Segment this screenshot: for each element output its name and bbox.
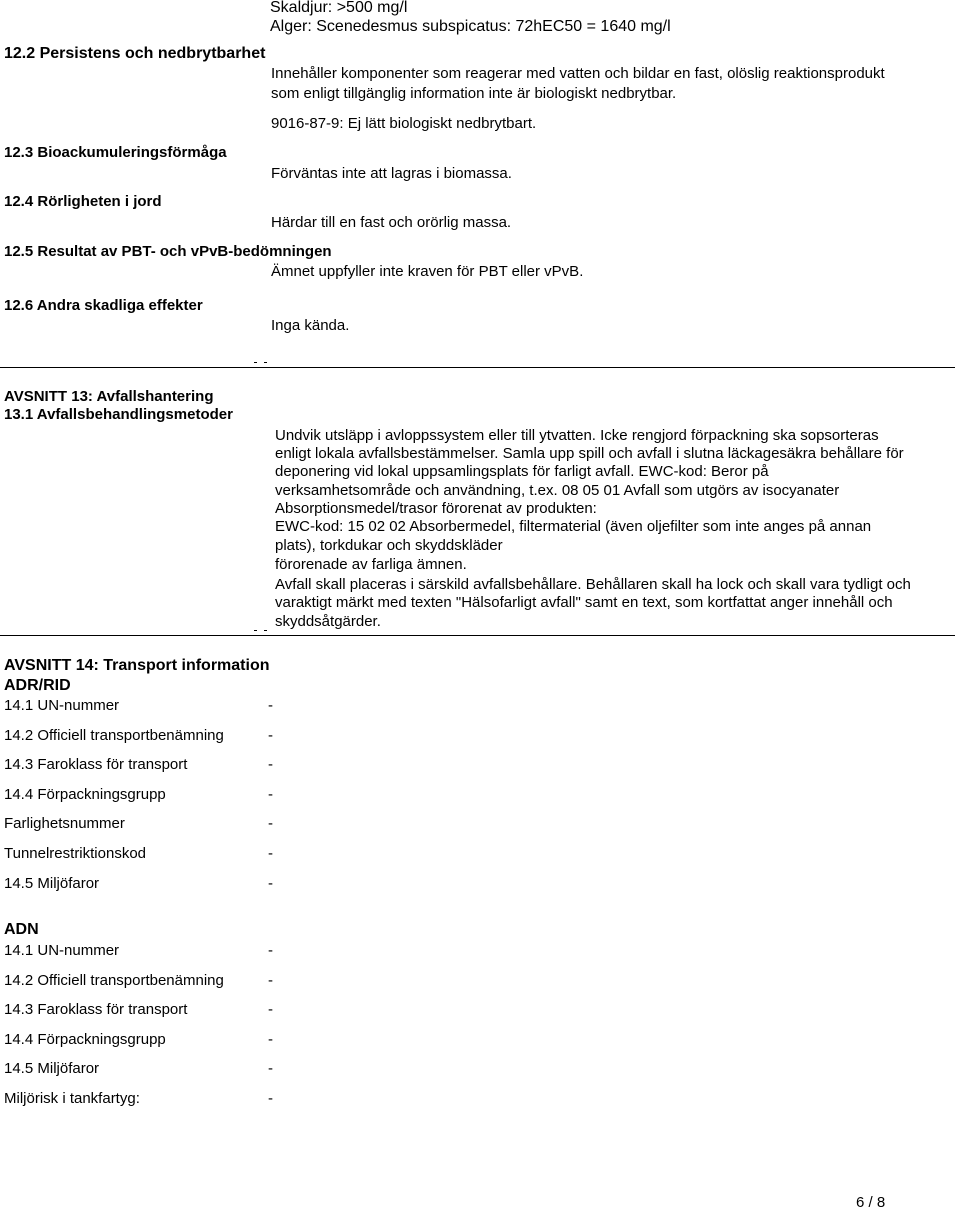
adn-row-value: -: [268, 972, 273, 989]
text-13-line: EWC-kod: 15 02 02 Absorbermedel, filtermaterial (även oljefilter som inte anges på annan: [275, 518, 872, 535]
adr-row-value: -: [268, 786, 273, 803]
adn-row-label: 14.5 Miljöfaror: [4, 1060, 100, 1077]
text-13-line: Undvik utsläpp i avloppssystem eller till ytvatten. Icke rengjord förpackning ska sopsorteras: [275, 427, 879, 444]
text-12-6: Inga kända.: [271, 317, 350, 334]
text-13-line: plats), torkdukar och skyddskläder: [275, 537, 503, 554]
text-13-line: Avfall skall placeras i särskild avfallsbehållare. Behållaren skall ha lock och skall vara tydligt och: [275, 576, 911, 593]
text-12-3: Förväntas inte att lagras i biomassa.: [271, 165, 512, 182]
adr-row-label: 14.3 Faroklass för transport: [4, 756, 188, 773]
adr-rid-heading: ADR/RID: [4, 677, 71, 694]
adn-row-value: -: [268, 1031, 273, 1048]
section-divider: [0, 367, 955, 368]
text-12-2-line2: som enligt tillgänglig information inte är biologiskt nedbrytbar.: [271, 85, 677, 102]
adn-row-value: -: [268, 942, 273, 959]
text-13-line: enligt lokala avfallsbestämmelser. Samla upp spill och avfall i slutna läckagesäkra behållare för: [275, 445, 904, 462]
section-13-title: AVSNITT 13: Avfallshantering: [4, 388, 214, 405]
heading-12-5: 12.5 Resultat av PBT- och vPvB-bedömningen: [4, 243, 332, 260]
text-13-line: skyddsåtgärder.: [275, 613, 381, 630]
adn-row-label: 14.1 UN-nummer: [4, 942, 120, 959]
adn-row-label: 14.4 Förpackningsgrupp: [4, 1031, 166, 1048]
text-12-2-cas: 9016-87-9: Ej lätt biologiskt nedbrytbart.: [271, 115, 537, 132]
text-13-line: verksamhetsområde och användning, t.ex. 08 05 01 Avfall som utgörs av isocyanater: [275, 482, 840, 499]
adr-row-label: 14.2 Officiell transportbenämning: [4, 727, 224, 744]
text-13-line: varaktigt märkt med texten "Hälsofarligt avfall" samt en text, som kortfattat anger innehåll och: [275, 594, 893, 611]
adn-row-label: 14.2 Officiell transportbenämning: [4, 972, 224, 989]
heading-12-4: 12.4 Rörligheten i jord: [4, 193, 162, 210]
text-13-line: förorenade av farliga ämnen.: [275, 556, 467, 573]
heading-13-1: 13.1 Avfallsbehandlingsmetoder: [4, 406, 233, 423]
section-divider: [0, 635, 955, 636]
adr-row-label: Farlighetsnummer: [4, 815, 125, 832]
text-13-line: deponering vid lokal uppsamlingsplats för farligt avfall. EWC-kod: Beror på: [275, 463, 769, 480]
divider-tick: [254, 630, 257, 631]
section-14-title: AVSNITT 14: Transport information: [4, 657, 270, 674]
adn-row-value: -: [268, 1060, 273, 1077]
adr-row-label: Tunnelrestriktionskod: [4, 845, 147, 862]
divider-tick: [254, 362, 257, 363]
adr-row-value: -: [268, 727, 273, 744]
heading-12-2: 12.2 Persistens och nedbrytbarhet: [4, 45, 266, 62]
adn-heading: ADN: [4, 921, 39, 938]
adr-row-label: 14.1 UN-nummer: [4, 697, 120, 714]
adr-row-label: 14.4 Förpackningsgrupp: [4, 786, 166, 803]
page-number: 6 / 8: [856, 1194, 886, 1211]
adr-row-value: -: [268, 875, 273, 892]
adn-row-value: -: [268, 1001, 273, 1018]
adr-row-value: -: [268, 697, 273, 714]
adr-row-value: -: [268, 845, 273, 862]
adr-row-value: -: [268, 815, 273, 832]
adr-row-label: 14.5 Miljöfaror: [4, 875, 100, 892]
adn-row-value: -: [268, 1090, 273, 1107]
divider-tick: [264, 630, 267, 631]
heading-12-3: 12.3 Bioackumuleringsförmåga: [4, 144, 227, 161]
text-13-line: Absorptionsmedel/trasor förorenat av produkten:: [275, 500, 597, 517]
skaldjur-value: Skaldjur: >500 mg/l: [270, 0, 408, 16]
alger-value: Alger: Scenedesmus subspicatus: 72hEC50 = 1640 mg/l: [270, 18, 671, 35]
adn-row-label: 14.3 Faroklass för transport: [4, 1001, 188, 1018]
adr-row-value: -: [268, 756, 273, 773]
adn-row-label: Miljörisk i tankfartyg:: [4, 1090, 140, 1107]
text-12-4: Härdar till en fast och orörlig massa.: [271, 214, 512, 231]
text-12-2-line1: Innehåller komponenter som reagerar med vatten och bildar en fast, olöslig reaktionsprodukt: [271, 65, 885, 82]
divider-tick: [264, 362, 267, 363]
text-12-5: Ämnet uppfyller inte kraven för PBT eller vPvB.: [271, 263, 584, 280]
heading-12-6: 12.6 Andra skadliga effekter: [4, 297, 203, 314]
